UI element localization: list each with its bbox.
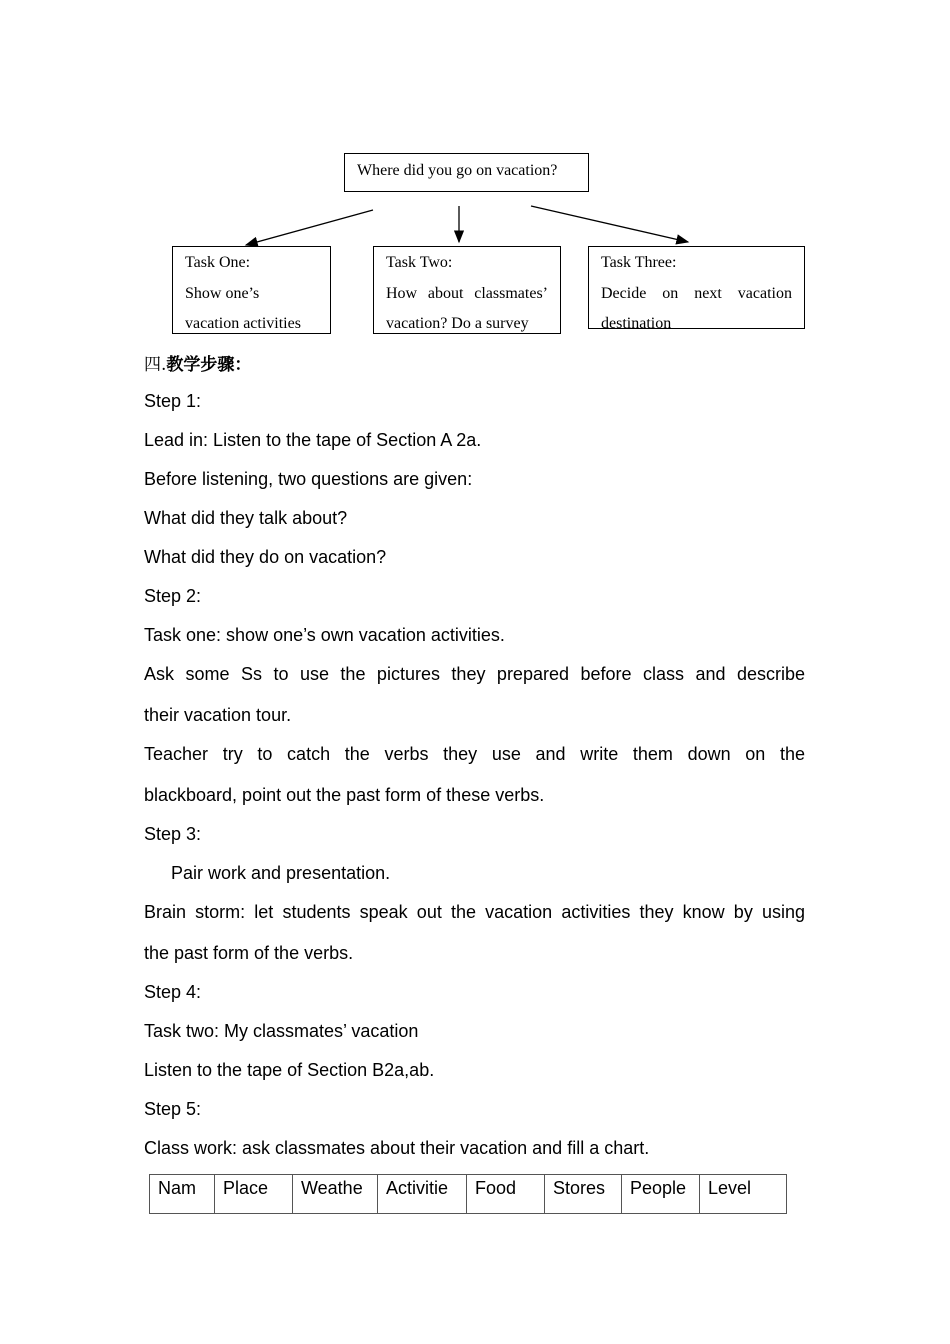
text-line: Lead in: Listen to the tape of Section A 2a. bbox=[144, 430, 482, 450]
diagram-arrows bbox=[0, 0, 950, 400]
task-title: Task Three: bbox=[601, 254, 677, 271]
section-number: 四. bbox=[144, 355, 167, 375]
task-line: destination bbox=[601, 315, 672, 329]
text-line: What did they talk about? bbox=[144, 508, 348, 528]
step-heading: Step 2: bbox=[144, 586, 202, 606]
task-line: Show one’s bbox=[185, 285, 260, 302]
survey-chart bbox=[149, 1174, 787, 1214]
table-header-row bbox=[150, 1175, 787, 1214]
text-line: Pair work and presentation. bbox=[171, 863, 391, 883]
root-box bbox=[344, 153, 589, 192]
section-title: 教学步骤： bbox=[166, 355, 252, 374]
arrow-right bbox=[531, 206, 688, 242]
text-line: Listen to the tape of Section B2a,ab. bbox=[144, 1060, 435, 1080]
text-line: Teacher try to catch the verbs they use and write them down on the bbox=[144, 744, 805, 764]
table-header: Level bbox=[700, 1175, 787, 1214]
step-heading: Step 5: bbox=[144, 1099, 202, 1119]
text-line: Ask some Ss to use the pictures they prepared before class and describe bbox=[144, 664, 805, 684]
section-heading bbox=[144, 352, 251, 377]
table-header: Nam bbox=[150, 1175, 215, 1214]
table-header: Stores bbox=[545, 1175, 622, 1214]
task-line: vacation activities bbox=[185, 315, 301, 332]
table-header: Place bbox=[215, 1175, 293, 1214]
root-text: Where did you go on vacation? bbox=[357, 162, 558, 179]
text-line: Task one: show one’s own vacation activities. bbox=[144, 625, 505, 645]
text-line: Task two: My classmates’ vacation bbox=[144, 1021, 419, 1041]
text-line: the past form of the verbs. bbox=[144, 943, 354, 963]
table-header: Activitie bbox=[378, 1175, 467, 1214]
task-line: How about classmates’ bbox=[386, 285, 548, 302]
task-line: Decide on next vacation bbox=[601, 285, 792, 302]
text-line: Brain storm: let students speak out the vacation activities they know by using bbox=[144, 902, 805, 922]
task-title: Task One: bbox=[185, 254, 251, 271]
task-two-box bbox=[373, 246, 561, 334]
step-heading: Step 1: bbox=[144, 391, 202, 411]
arrow-left bbox=[246, 210, 373, 245]
table-header: Weathe bbox=[293, 1175, 378, 1214]
text-line: their vacation tour. bbox=[144, 705, 292, 725]
table-header: People bbox=[622, 1175, 700, 1214]
text-line: Class work: ask classmates about their vacation and fill a chart. bbox=[144, 1138, 650, 1158]
step-heading: Step 3: bbox=[144, 824, 202, 844]
text-line: What did they do on vacation? bbox=[144, 547, 387, 567]
task-line: vacation? Do a survey bbox=[386, 315, 529, 332]
text-line: blackboard, point out the past form of these verbs. bbox=[144, 785, 545, 805]
task-three-box bbox=[588, 246, 805, 329]
table-header: Food bbox=[467, 1175, 545, 1214]
step-heading: Step 4: bbox=[144, 982, 202, 1002]
task-one-box bbox=[172, 246, 331, 334]
text-line: Before listening, two questions are given: bbox=[144, 469, 473, 489]
task-title: Task Two: bbox=[386, 254, 453, 271]
